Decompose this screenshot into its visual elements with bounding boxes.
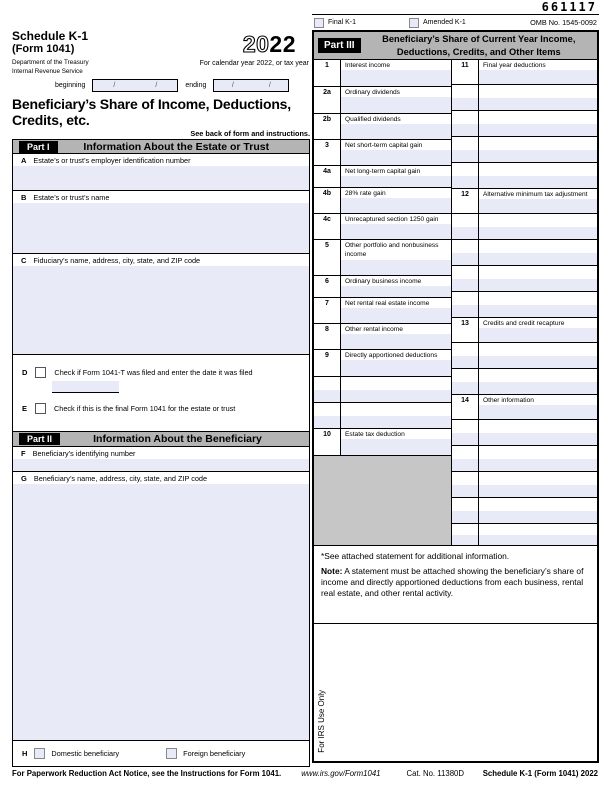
- line-label: Other rental income: [341, 324, 451, 334]
- line-number: 14: [452, 395, 478, 419]
- field-1041t: [13, 367, 309, 378]
- line-6: [314, 276, 451, 298]
- final-k1-checkbox[interactable]: [314, 18, 324, 28]
- line-label: Other information: [479, 395, 597, 405]
- part3-title-line2: Deductions, Credits, and Other Items: [396, 46, 561, 57]
- field-beneficiary-id: [13, 447, 309, 472]
- estate-name-input[interactable]: [13, 203, 309, 253]
- line-3-input[interactable]: [341, 150, 451, 165]
- statement-note-section: [314, 545, 597, 623]
- line-2a: [314, 87, 451, 114]
- line-4a: [314, 166, 451, 188]
- foreign-beneficiary-label: Foreign beneficiary: [183, 749, 246, 758]
- field-letter: A: [21, 156, 27, 165]
- line-11: [452, 60, 597, 85]
- year-bold: 22: [269, 31, 296, 57]
- field-final-1041: [13, 403, 309, 414]
- extra-cell[interactable]: [314, 377, 451, 390]
- line-number: 4a: [314, 166, 340, 187]
- part1-label: Part I: [19, 141, 58, 153]
- field-label: Beneficiary’s identifying number: [32, 449, 136, 458]
- gray-filler-area: [314, 456, 451, 545]
- line-number: 9: [314, 350, 340, 376]
- extra-input[interactable]: [452, 124, 597, 136]
- line-4b: [314, 188, 451, 214]
- tax-year: [243, 31, 296, 58]
- line-9-input[interactable]: [341, 360, 451, 376]
- amended-k1-label: Amended K-1: [423, 19, 466, 26]
- omb-number: OMB No. 1545-0092: [530, 18, 597, 27]
- line-4a-input[interactable]: [341, 176, 451, 187]
- fiduciary-address-input[interactable]: [13, 266, 309, 354]
- catalog-number: Cat. No. 11380D: [406, 769, 464, 778]
- field-beneficiary-address: [13, 472, 309, 741]
- line-number: 4c: [314, 214, 340, 239]
- line-label: Credits and credit recapture: [479, 318, 597, 328]
- form-header: [12, 30, 310, 139]
- see-back-note: See back of form and instructions.: [190, 129, 310, 138]
- extra-cell[interactable]: [452, 85, 597, 98]
- line-14-extra-row: [452, 524, 597, 545]
- part3-title: [361, 33, 597, 57]
- line-number: 2a: [314, 87, 340, 113]
- line-11-extra-row: [452, 137, 597, 163]
- extra-cell[interactable]: [452, 163, 597, 176]
- line-5-input[interactable]: [341, 260, 451, 275]
- form-1041t-checkbox[interactable]: [35, 367, 46, 378]
- line-8: [314, 324, 451, 350]
- field-d-e-section: [13, 355, 309, 431]
- part1-title: Information About the Estate or Trust: [83, 140, 270, 153]
- extra-cell[interactable]: [452, 524, 597, 535]
- part2-label: Part II: [19, 433, 60, 445]
- attachment-note: [321, 566, 590, 599]
- line-2b-input[interactable]: [341, 124, 451, 139]
- paperwork-notice: For Paperwork Reduction Act Notice, see the Instructions for Form 1041.: [12, 769, 282, 778]
- extra-cell[interactable]: [452, 343, 597, 356]
- line-7-input[interactable]: [341, 308, 451, 323]
- part2-header-bar: [13, 431, 309, 447]
- extra-input[interactable]: [452, 253, 597, 265]
- line-1: [314, 60, 451, 87]
- line-label: Qualified dividends: [341, 114, 451, 124]
- extra-cell[interactable]: [452, 240, 597, 253]
- line-11-extra-row: [452, 111, 597, 137]
- line-number: 4b: [314, 188, 340, 213]
- line-6-input[interactable]: [341, 286, 451, 297]
- line-14-input[interactable]: [479, 405, 597, 419]
- extra-input[interactable]: [452, 176, 597, 188]
- extra-cell[interactable]: [452, 111, 597, 124]
- line-label: Net short-term capital gain: [341, 140, 451, 150]
- extra-input[interactable]: [314, 390, 451, 402]
- year-outline: 20: [242, 31, 270, 57]
- final-1041-checkbox[interactable]: [35, 403, 46, 414]
- line-number: 12: [452, 189, 478, 213]
- extra-input[interactable]: [452, 279, 597, 291]
- line-14-extra-row: [452, 472, 597, 498]
- slash: /: [268, 82, 271, 89]
- line-label: 28% rate gain: [341, 188, 451, 198]
- line-10-input[interactable]: [341, 439, 451, 455]
- form-number: (Form 1041): [12, 43, 75, 56]
- line-number: 13: [452, 318, 478, 342]
- line-12: [452, 189, 597, 214]
- line-2a-input[interactable]: [341, 97, 451, 113]
- extra-cell[interactable]: [452, 137, 597, 150]
- part3-header-bar: [314, 32, 597, 60]
- k1-status-row: [312, 14, 599, 30]
- tax-year-dates: [12, 79, 310, 92]
- line-12-extra-row: [452, 240, 597, 266]
- line-number: 2b: [314, 114, 340, 139]
- part1-part2-box: [12, 139, 310, 767]
- line-7: [314, 298, 451, 324]
- extra-input[interactable]: [452, 459, 597, 471]
- final-k1-label: Final K-1: [328, 19, 357, 26]
- line-5: [314, 240, 451, 276]
- line-10: [314, 429, 451, 456]
- right-column: [312, 0, 599, 763]
- beginning-label: beginning: [55, 82, 86, 89]
- line-number: 6: [314, 276, 340, 297]
- beginning-date-input[interactable]: [92, 79, 178, 92]
- line-14-extra-row: [452, 420, 597, 446]
- slash: /: [113, 82, 116, 89]
- page-footer: [12, 769, 598, 778]
- line-number: 5: [314, 240, 340, 275]
- extra-cell[interactable]: [452, 446, 597, 459]
- part3-box: [312, 30, 599, 763]
- form-1041t-date-input[interactable]: [52, 381, 119, 393]
- line-4c: [314, 214, 451, 240]
- field-letter: G: [21, 474, 27, 483]
- part3-label: Part III: [318, 38, 361, 53]
- line-label: Net rental real estate income: [341, 298, 451, 308]
- line-label: Ordinary business income: [341, 276, 451, 286]
- line-11-input[interactable]: [479, 70, 597, 84]
- extra-input[interactable]: [452, 356, 597, 368]
- dept-line1: Department of the Treasury: [12, 59, 89, 67]
- field-label: Estate’s or trust’s employer identification number: [33, 156, 191, 165]
- see-attached-note: *See attached statement for additional information.: [321, 551, 510, 561]
- part1-header-bar: [13, 140, 309, 154]
- field-label: Check if this is the final Form 1041 for the estate or trust: [54, 404, 236, 413]
- line-2b: [314, 114, 451, 140]
- line-label: Other portfolio and nonbusiness income: [341, 240, 451, 260]
- slash: /: [231, 82, 234, 89]
- part2-title: Information About the Beneficiary: [93, 433, 262, 445]
- line-14-extra-row: [452, 498, 597, 524]
- extra-cell[interactable]: [452, 420, 597, 433]
- extra-input[interactable]: [452, 433, 597, 445]
- line-13-input[interactable]: [479, 328, 597, 342]
- field-estate-name: [13, 191, 309, 254]
- left-column: [12, 28, 310, 767]
- irs-use-only-label: For IRS Use Only: [317, 690, 326, 753]
- extra-cell[interactable]: [452, 498, 597, 511]
- line-12-extra-row: [452, 214, 597, 240]
- line-11-extra-row: [452, 85, 597, 111]
- line-number: 11: [452, 60, 478, 84]
- line-12-extra-row: [452, 266, 597, 292]
- extra-input[interactable]: [452, 485, 597, 497]
- beneficiary-id-input[interactable]: [13, 459, 309, 471]
- line-number: 10: [314, 429, 340, 455]
- line-label: Net long-term capital gain: [341, 166, 451, 176]
- field-label: Fiduciary’s name, address, city, state, and ZIP code: [33, 256, 201, 265]
- line-9-extra-row: [314, 377, 451, 403]
- extra-cell[interactable]: [452, 292, 597, 305]
- line-4c-input[interactable]: [341, 224, 451, 239]
- line-number: 1: [314, 60, 340, 86]
- field-letter: H: [22, 749, 28, 758]
- line-11-extra-row: [452, 163, 597, 189]
- form-title: Beneficiary’s Share of Income, Deductions, Credits, etc.: [12, 96, 291, 128]
- extra-cell[interactable]: [452, 266, 597, 279]
- field-label: Estate’s or trust’s name: [33, 193, 110, 202]
- extra-cell[interactable]: [314, 403, 451, 416]
- ending-label: ending: [185, 82, 207, 89]
- line-9-extra-row: [314, 403, 451, 429]
- extra-input[interactable]: [452, 150, 597, 162]
- line-9: [314, 350, 451, 377]
- extra-input[interactable]: [452, 511, 597, 523]
- line-number: 8: [314, 324, 340, 349]
- part3-body: [314, 60, 597, 545]
- field-letter: E: [22, 404, 28, 413]
- line-14-extra-row: [452, 446, 597, 472]
- extra-cell[interactable]: [452, 369, 597, 382]
- field-letter: D: [22, 368, 28, 377]
- domestic-beneficiary-label: Domestic beneficiary: [51, 749, 120, 758]
- beneficiary-address-input[interactable]: [13, 484, 309, 740]
- ein-input[interactable]: [13, 166, 309, 190]
- foreign-beneficiary-checkbox[interactable]: [166, 748, 177, 759]
- extra-cell[interactable]: [452, 472, 597, 485]
- line-14: [452, 395, 597, 420]
- line-1-input[interactable]: [341, 70, 451, 86]
- calendar-year-line: For calendar year 2022, or tax year: [199, 60, 309, 67]
- line-number: 3: [314, 140, 340, 165]
- form-id-footer: Schedule K-1 (Form 1041) 2022: [482, 769, 598, 778]
- irs-url: www.irs.gov/Form1041: [301, 769, 381, 778]
- line-label: Alternative minimum tax adjustment: [479, 189, 597, 199]
- line-12-input[interactable]: [479, 199, 597, 213]
- line-13-extra-row: [452, 343, 597, 369]
- dept-line2: Internal Revenue Service: [12, 67, 83, 75]
- slash: /: [155, 82, 158, 89]
- extra-input[interactable]: [452, 98, 597, 110]
- part3-left-column: [314, 60, 452, 545]
- line-label: Ordinary dividends: [341, 87, 451, 97]
- part3-right-column: [452, 60, 597, 545]
- note-text: A statement must be attached showing the beneficiary’s share of income and directly apportioned deductions from each business, rental real estate, and other rental activity.: [321, 565, 584, 598]
- line-label: Directly apportioned deductions: [341, 350, 451, 360]
- amended-k1-checkbox[interactable]: [409, 18, 419, 28]
- field-letter: F: [21, 449, 26, 458]
- extra-cell[interactable]: [452, 214, 597, 227]
- field-label: Check if Form 1041-T was filed and enter the date it was filed: [54, 368, 253, 377]
- line-12-extra-row: [452, 292, 597, 318]
- line-3: [314, 140, 451, 166]
- line-13-extra-row: [452, 369, 597, 395]
- line-number: 7: [314, 298, 340, 323]
- line-label: Estate tax deduction: [341, 429, 451, 439]
- schedule-name: Schedule K-1: [12, 29, 89, 43]
- line-8-input[interactable]: [341, 334, 451, 349]
- note-label: Note:: [321, 565, 343, 576]
- extra-input[interactable]: [452, 382, 597, 394]
- field-ein: [13, 154, 309, 191]
- line-13: [452, 318, 597, 343]
- form-serial-number: 661117: [541, 0, 597, 14]
- field-label: Beneficiary’s name, address, city, state, and ZIP code: [33, 474, 208, 483]
- extra-input[interactable]: [452, 305, 597, 317]
- line-label: Unrecaptured section 1250 gain: [341, 214, 451, 224]
- field-fiduciary-address: [13, 254, 309, 355]
- irs-use-only-box: [314, 623, 597, 761]
- field-letter: B: [21, 193, 27, 202]
- line-4b-input[interactable]: [341, 198, 451, 213]
- extra-input[interactable]: [452, 535, 597, 545]
- domestic-beneficiary-checkbox[interactable]: [34, 748, 45, 759]
- extra-input[interactable]: [314, 416, 451, 428]
- extra-input[interactable]: [452, 227, 597, 239]
- field-beneficiary-type: [13, 741, 309, 766]
- line-label: Final year deductions: [479, 60, 597, 70]
- line-label: Interest income: [341, 60, 451, 70]
- part3-title-line1: Beneficiary’s Share of Current Year Income,: [382, 34, 576, 45]
- field-letter: C: [21, 256, 27, 265]
- ending-date-input[interactable]: [213, 79, 289, 92]
